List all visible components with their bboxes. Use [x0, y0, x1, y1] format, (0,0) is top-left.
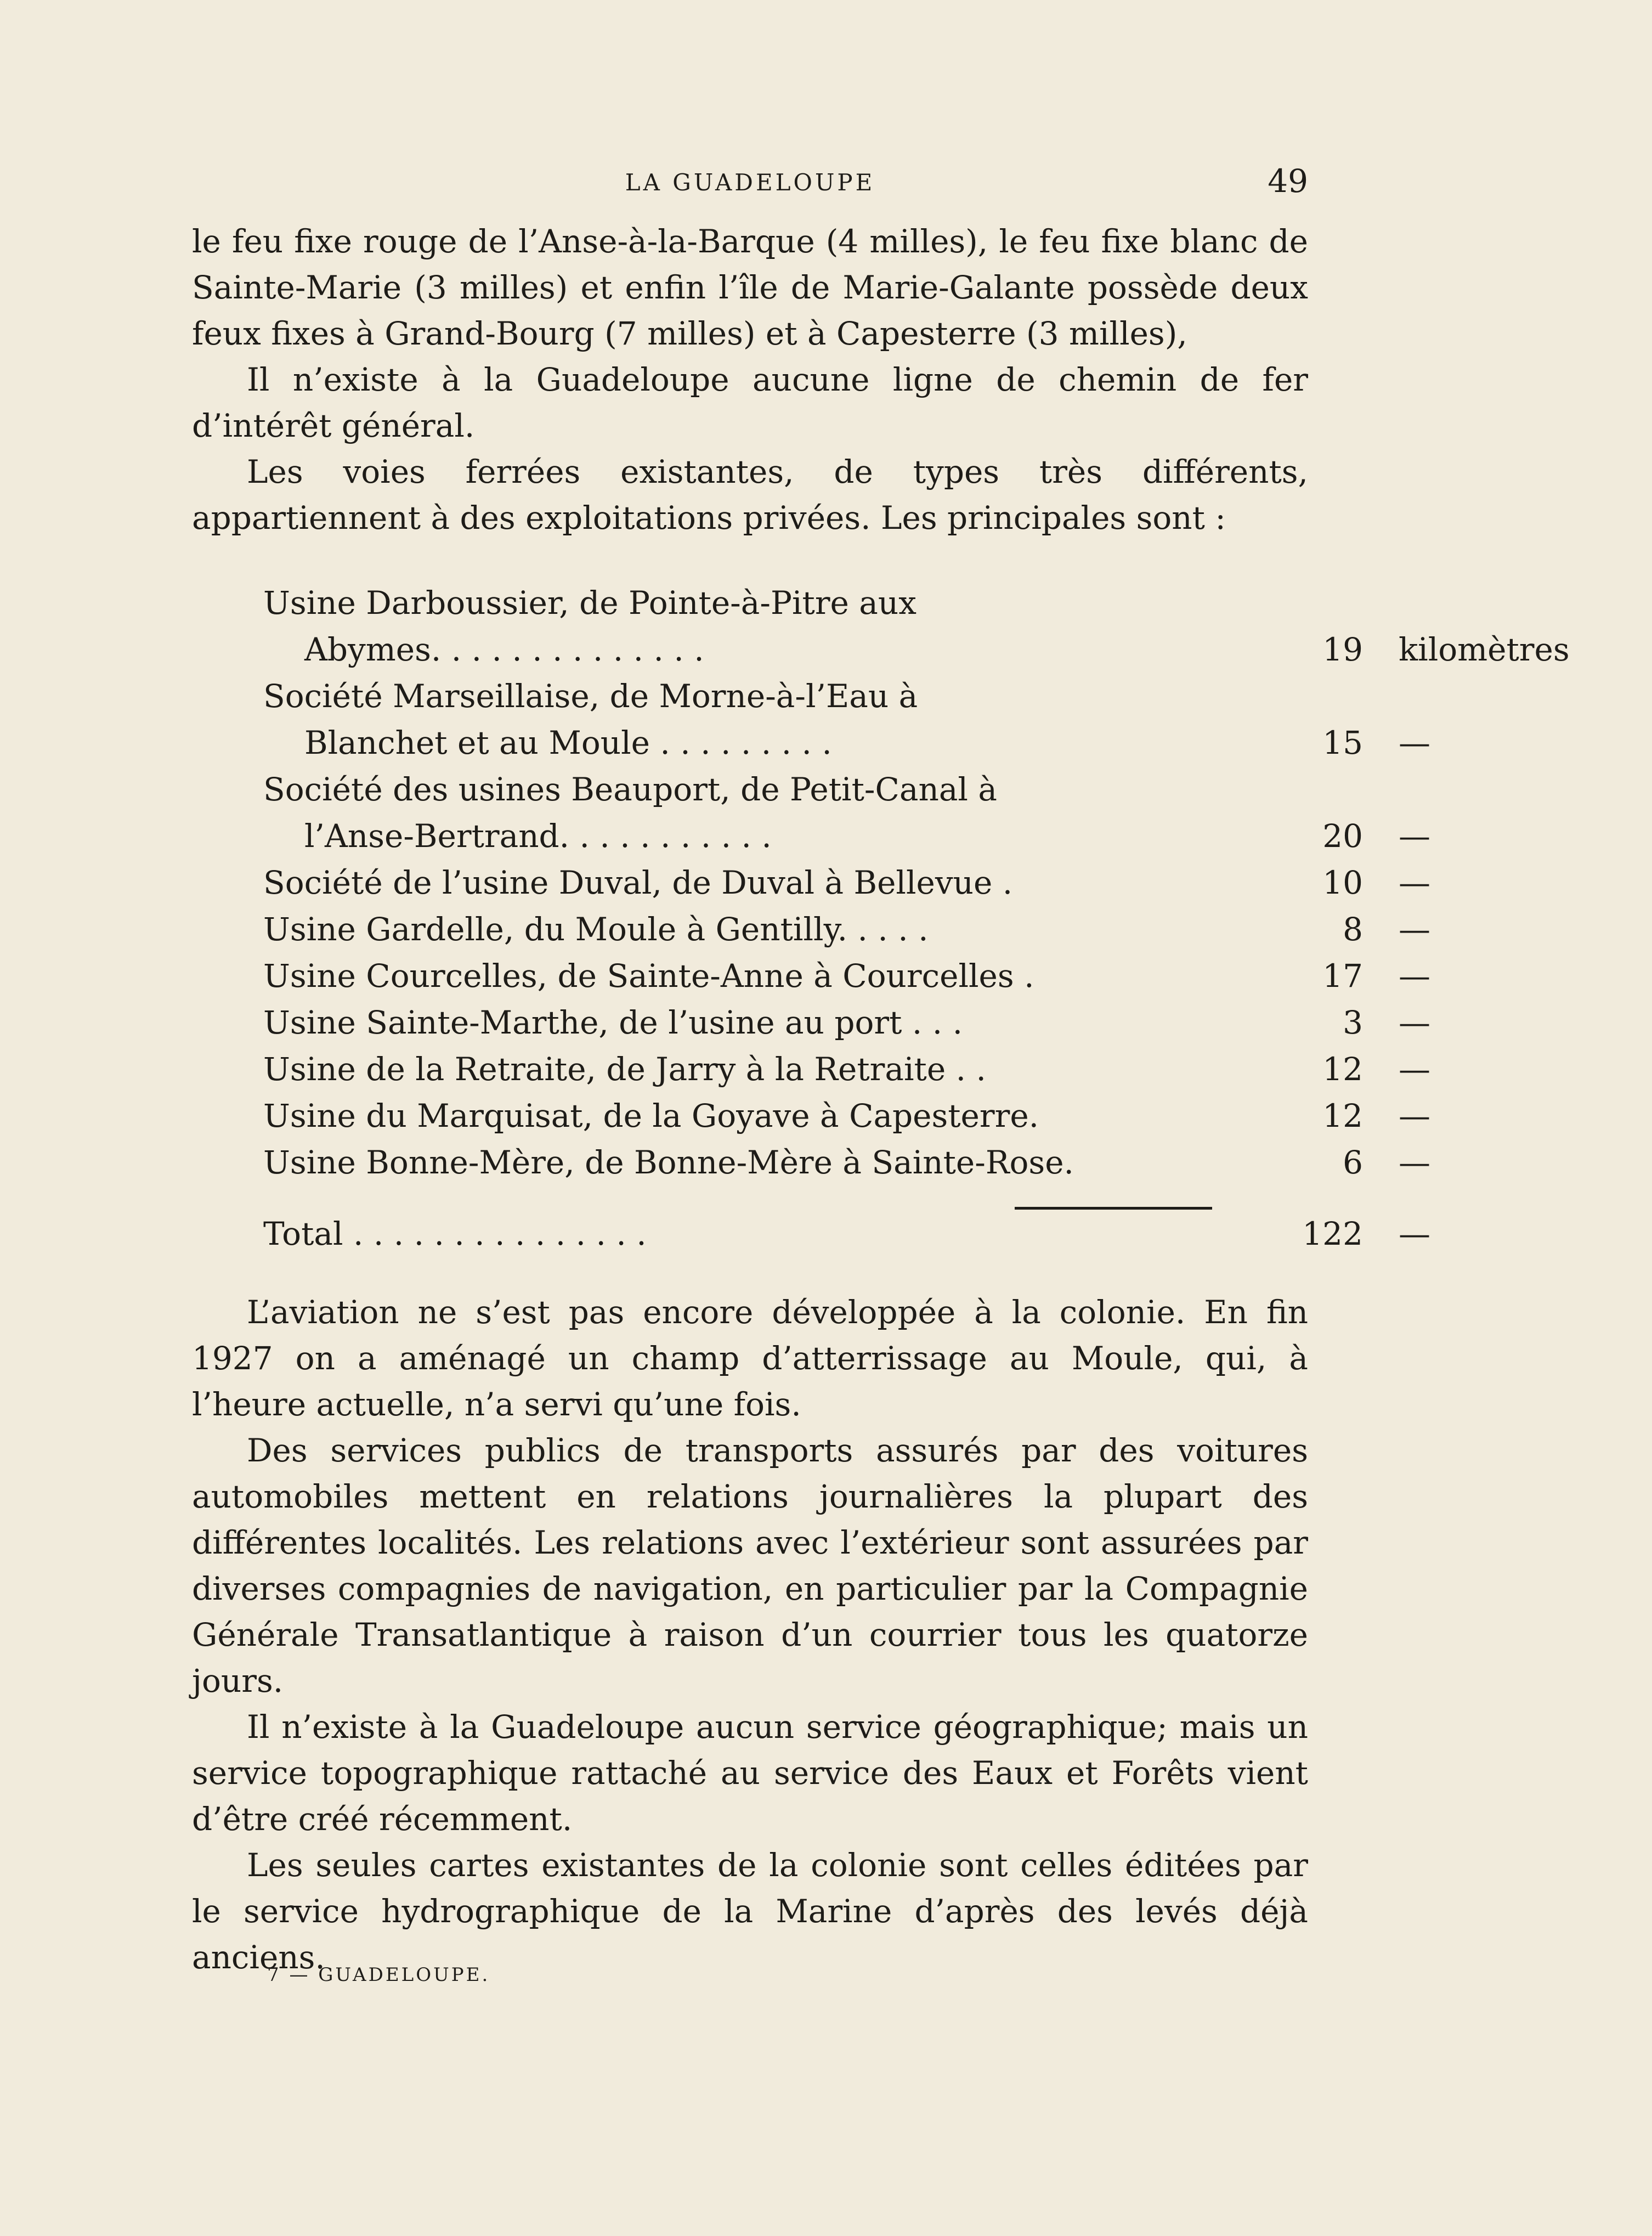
- railway-length: 8: [1343, 911, 1363, 948]
- total-value: 122: [1302, 1215, 1363, 1252]
- railway-length: 17: [1322, 957, 1363, 995]
- table-row: [263, 677, 1278, 724]
- railway-label: Blanchet et au Moule . . . . . . . . .: [304, 724, 832, 761]
- railway-label: Usine Gardelle, du Moule à Gentilly. . . . .: [263, 911, 929, 948]
- railway-table: [263, 584, 1570, 1252]
- railway-label: Société de l’usine Duval, de Duval à Bellevue .: [263, 864, 1013, 901]
- table-row: [263, 724, 1430, 771]
- railway-length: 12: [1322, 1051, 1363, 1088]
- railway-length: 6: [1343, 1144, 1363, 1181]
- railway-label: Société Marseillaise, de Morne-à-l’Eau à: [263, 677, 918, 715]
- total-label: Total . . . . . . . . . . . . . . .: [263, 1215, 647, 1252]
- railway-length: 19: [1322, 631, 1363, 668]
- table-row: [263, 584, 1278, 631]
- table-row: [263, 911, 1430, 957]
- table-row: [263, 1051, 1430, 1097]
- railway-label: Usine Sainte-Marthe, de l’usine au port . . .: [263, 1004, 963, 1041]
- railway-unit: —: [1399, 1051, 1430, 1088]
- railway-label: Usine Bonne-Mère, de Bonne-Mère à Sainte-Rose.: [263, 1144, 1074, 1181]
- railway-unit: —: [1399, 724, 1430, 761]
- paragraph: Il n’existe à la Guadeloupe aucun service géographique; mais un service topographique rattaché au service des Eaux et Forêts vient d’être créé récemment.: [192, 1708, 1308, 1838]
- table-row: [263, 1097, 1430, 1144]
- railway-unit: —: [1399, 957, 1430, 995]
- bottom-text: [192, 1289, 1308, 1980]
- railway-label: Usine Darboussier, de Pointe-à-Pitre aux: [263, 584, 916, 622]
- railway-unit: —: [1399, 1144, 1430, 1181]
- railway-label: Usine de la Retraite, de Jarry à la Retraite . .: [263, 1051, 986, 1088]
- table-row: [263, 631, 1570, 677]
- railway-length: 10: [1322, 864, 1363, 901]
- page-header: [192, 162, 1308, 201]
- running-title: LA GUADELOUPE: [625, 169, 875, 196]
- railway-label: Usine du Marquisat, de la Goyave à Capesterre.: [263, 1097, 1039, 1134]
- paragraph: Des services publics de transports assurés par des voitures automobiles mettent en relations journalières la plupart des différentes localités. Les relations avec l’extérieur sont assurées par diverses compagnies de navigation, en particulier par la Compagnie Générale Transatlantique à raison d’un courrier tous les quatorze jours.: [192, 1432, 1308, 1699]
- page-number: 49: [1268, 162, 1308, 200]
- table-row: [263, 1004, 1430, 1051]
- railway-unit: —: [1399, 911, 1430, 948]
- railway-unit: kilomètres: [1399, 631, 1570, 668]
- railway-unit: —: [1399, 864, 1430, 901]
- paragraph: le feu fixe rouge de l’Anse-à-la-Barque (4 milles), le feu fixe blanc de Sainte-Marie (3 milles) et enfin l’île de Marie-Galante possède deux feux fixes à Grand-Bourg (7 milles) et à Capesterre (3 milles),: [192, 223, 1308, 352]
- railway-length: 15: [1322, 724, 1363, 761]
- table-row: [263, 1144, 1430, 1190]
- railway-length: 20: [1322, 817, 1363, 855]
- total-unit: —: [1399, 1215, 1430, 1252]
- railway-unit: —: [1399, 1097, 1430, 1134]
- paragraph: Les voies ferrées existantes, de types très différents, appartiennent à des exploitations privées. Les principales sont :: [192, 453, 1308, 537]
- table-row: [263, 817, 1430, 864]
- railway-label: Usine Courcelles, de Sainte-Anne à Courcelles .: [263, 957, 1034, 995]
- railway-unit: —: [1399, 1004, 1430, 1041]
- railway-length: 3: [1343, 1004, 1363, 1041]
- railway-label: Abymes. . . . . . . . . . . . . .: [304, 631, 704, 668]
- table-row: [263, 864, 1430, 911]
- paragraph: Les seules cartes existantes de la colonie sont celles éditées par le service hydrographique de la Marine d’après des levés déjà anciens.: [192, 1847, 1308, 1976]
- total-row: [263, 1215, 1430, 1262]
- signature-mark: 7 — GUADELOUPE.: [267, 1964, 490, 1986]
- paragraph: Il n’existe à la Guadeloupe aucune ligne de chemin de fer d’intérêt général.: [192, 361, 1308, 444]
- railway-length: 12: [1322, 1097, 1363, 1134]
- railway-rows: [263, 584, 1570, 1190]
- railway-label: Société des usines Beauport, de Petit-Canal à: [263, 771, 997, 808]
- total-rule: [1015, 1207, 1212, 1210]
- table-row: [263, 957, 1430, 1004]
- table-row: [263, 771, 1278, 817]
- top-text: [192, 218, 1308, 541]
- paragraph: L’aviation ne s’est pas encore développée à la colonie. En fin 1927 on a aménagé un champ d’atterrissage au Moule, qui, à l’heure actuelle, n’a servi qu’une fois.: [192, 1294, 1308, 1423]
- railway-label: l’Anse-Bertrand. . . . . . . . . . .: [304, 817, 772, 855]
- railway-unit: —: [1399, 817, 1430, 855]
